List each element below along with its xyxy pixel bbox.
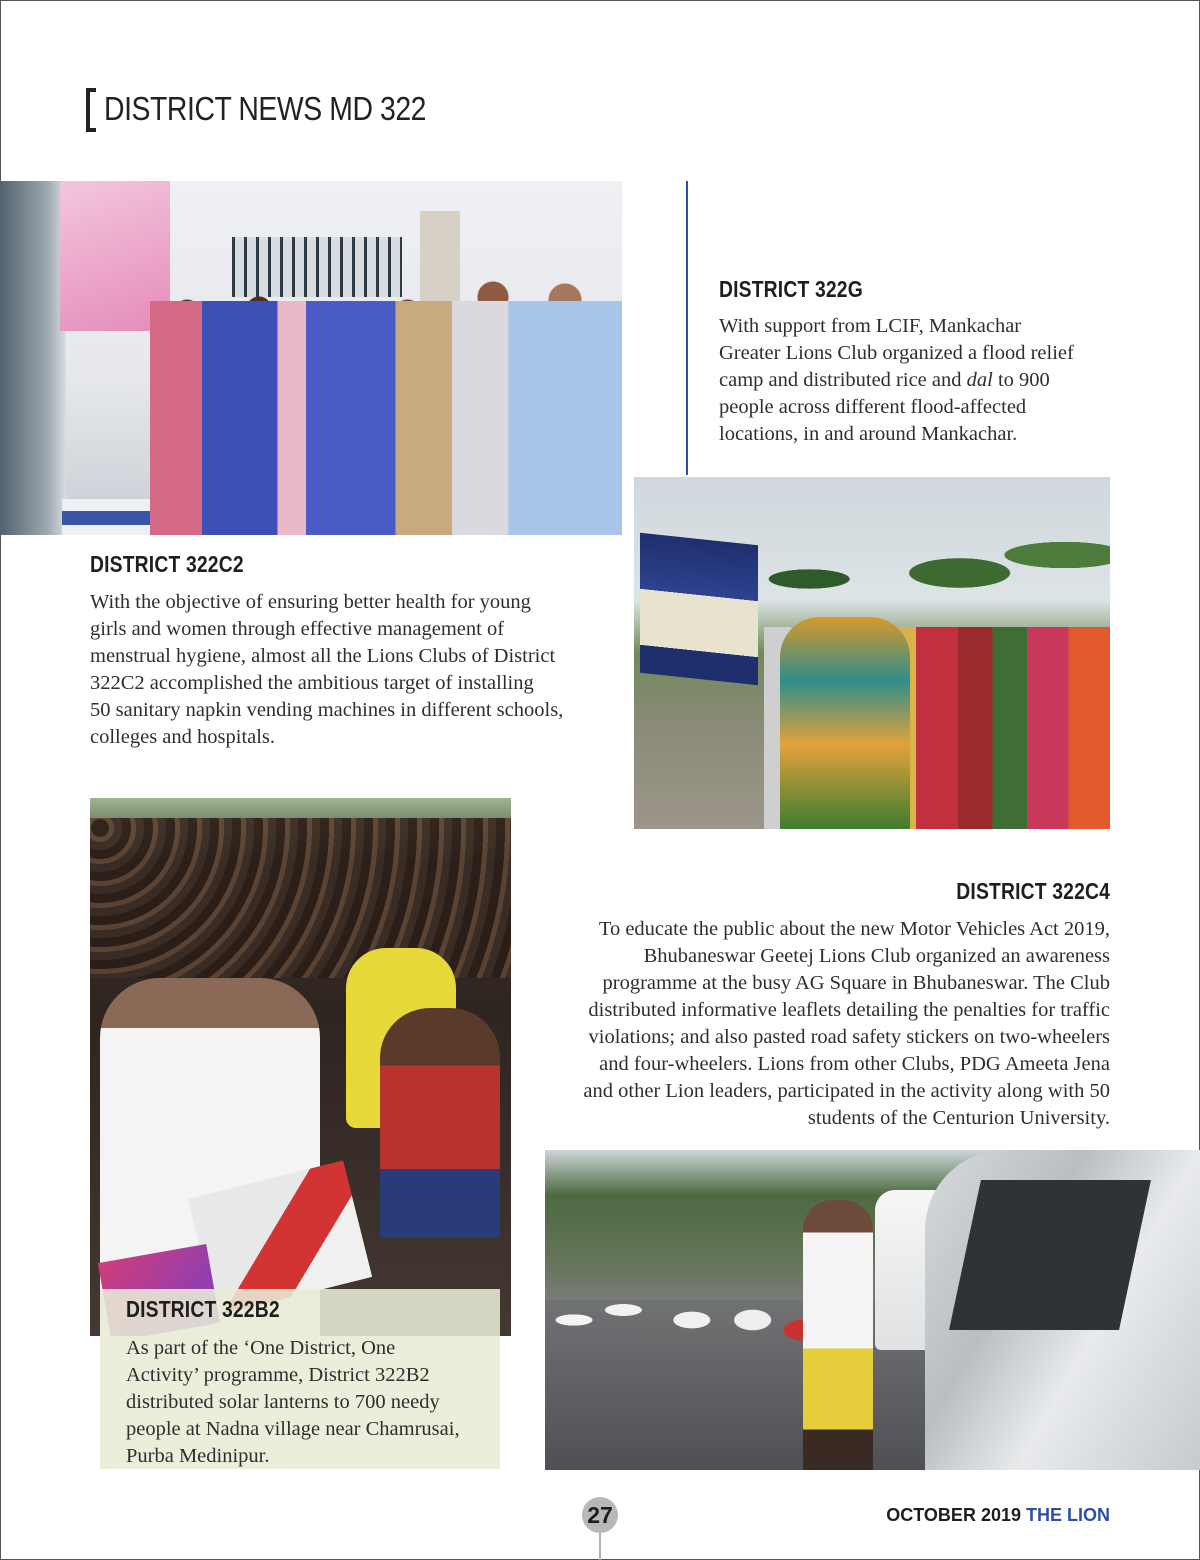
photo-322c2-group (0, 181, 622, 535)
heading-district-322c2: DISTRICT 322C2 (90, 551, 244, 577)
article-line: 322C2 accomplished the ambitious target of installing (90, 672, 534, 694)
article-line: students of the Centurion University. (807, 1107, 1110, 1129)
article-line: people across different flood-affected (719, 396, 1027, 418)
article-line: Greater Lions Club organized a flood relief (719, 342, 1074, 364)
photo-recipient (380, 1008, 500, 1238)
page-number-stem (599, 1533, 601, 1560)
header-bracket (86, 88, 96, 132)
article-322c2-body (90, 589, 563, 751)
article-line: distributed solar lanterns to 700 needy (126, 1391, 440, 1413)
section-title: DISTRICT NEWS MD 322 (104, 90, 427, 127)
article-line: and other Lion leaders, participated in the activity along with 50 (583, 1080, 1110, 1102)
italic-word-dal: dal (966, 369, 993, 391)
article-322g-body (719, 313, 1074, 448)
photo-car-window (949, 1180, 1151, 1330)
article-line: and four-wheelers. Lions from other Clubs, PDG Ameeta Jena (599, 1053, 1110, 1075)
photo-group-people (150, 301, 622, 535)
footer-issue (886, 1505, 1110, 1526)
page-number: 27 (582, 1497, 618, 1533)
article-line: 50 sanitary napkin vending machines in different schools, (90, 699, 564, 721)
photo-window (0, 181, 66, 535)
footer-magazine: THE LION (1026, 1505, 1110, 1525)
article-line: Activity’ programme, District 322B2 (126, 1364, 430, 1386)
article-line: With the objective of ensuring better health for young (90, 591, 531, 613)
article-line: Purba Medinipur. (126, 1445, 270, 1467)
article-line: As part of the ‘One District, One (126, 1337, 396, 1359)
article-322c4-body (583, 916, 1110, 1132)
article-line: With support from LCIF, Mankachar (719, 315, 1022, 337)
article-line: girls and women through effective management of (90, 618, 505, 640)
article-line-start: camp and distributed rice and (719, 369, 967, 391)
heading-district-322c4: DISTRICT 322C4 (956, 878, 1110, 904)
photo-volunteer-woman (803, 1200, 873, 1470)
article-line: locations, in and around Mankachar. (719, 423, 1018, 445)
heading-district-322g: DISTRICT 322G (719, 276, 863, 302)
article-line: To educate the public about the new Motor Vehicles Act 2019, (598, 918, 1110, 940)
photo-322c4-road-safety (545, 1150, 1200, 1470)
article-line (719, 367, 1074, 394)
article-line: violations; and also pasted road safety stickers on two-wheelers (588, 1026, 1110, 1048)
article-line: menstrual hygiene, almost all the Lions Clubs of District (90, 645, 556, 667)
heading-district-322b2: DISTRICT 322B2 (126, 1296, 280, 1322)
article-line: people at Nadna village near Chamrusai, (126, 1418, 460, 1440)
article-line: Bhubaneswar Geetej Lions Club organized an awareness (643, 945, 1110, 967)
photo-trees (734, 507, 1110, 627)
article-line-end: to 900 (992, 369, 1050, 391)
footer-date: OCTOBER 2019 (886, 1505, 1021, 1525)
photo-322g-flood-relief (634, 477, 1110, 829)
article-322b2-body (126, 1335, 460, 1470)
article-line: programme at the busy AG Square in Bhubaneswar. The Club (602, 972, 1110, 994)
photo-woman-foreground (780, 617, 910, 829)
article-line: distributed informative leaflets detailing the penalties for traffic (588, 999, 1110, 1021)
photo-relief-banner (640, 533, 758, 685)
article-line: colleges and hospitals. (90, 726, 276, 748)
photo-322b2-lantern-distribution (90, 798, 511, 1336)
column-rule (686, 181, 688, 475)
photo-crowd (90, 818, 511, 978)
